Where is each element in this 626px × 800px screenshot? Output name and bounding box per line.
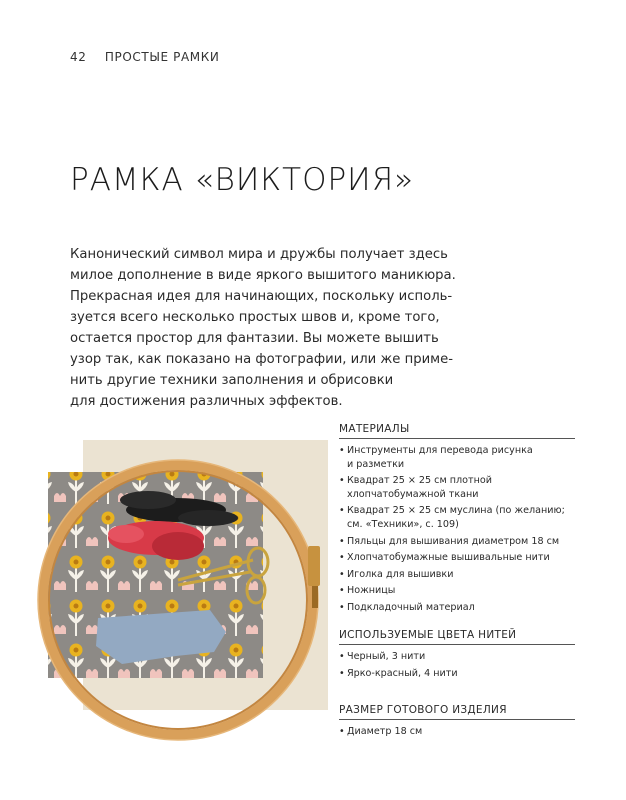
materials-item: • Иголка для вышивки [339,568,575,582]
materials-item: • Хлопчатобумажные вышивальные нити [339,551,575,565]
thread-color-item: • Черный, 3 нити [339,650,575,664]
materials-item: • Подкладочный материал [339,601,575,615]
intro-line: нить другие техники заполнения и обрисовки [70,373,394,388]
intro-line: зуется всего несколько простых швов и, кроме того, [70,310,440,325]
finished-size-heading: РАЗМЕР ГОТОВОГО ИЗДЕЛИЯ [339,704,575,720]
page-number: 42 [70,50,87,64]
thread-colors-heading: ИСПОЛЬЗУЕМЫЕ ЦВЕТА НИТЕЙ [339,629,575,645]
materials-item: • Квадрат 25 × 25 см плотной хлопчатобумажной ткани [339,474,575,501]
page-title: РАМКА «ВИКТОРИЯ» [70,162,415,198]
thread-color-item: • Ярко-красный, 4 нити [339,667,575,681]
materials-section [339,423,575,618]
embroidery-hoop-photo [28,420,328,768]
materials-item: • Ножницы [339,584,575,598]
intro-line: остается простор для фантазии. Вы можете вышить [70,331,439,346]
intro-line: узор так, как показано на фотографии, или же приме- [70,352,453,367]
materials-heading: МАТЕРИАЛЫ [339,423,575,439]
section-title: ПРОСТЫЕ РАМКИ [104,50,220,64]
thread-colors-section [339,629,575,683]
intro-line: для достижения различных эффектов. [70,394,343,409]
intro-line: Канонический символ мира и дружбы получает здесь [70,247,448,262]
intro-paragraph [70,244,470,412]
intro-line: милое дополнение в виде яркого вышитого маникюра. [70,268,456,283]
finished-size-item: • Диаметр 18 см [339,725,575,739]
hoop-screw [308,546,320,586]
page-header [70,50,219,64]
finished-size-section [339,704,575,742]
intro-line: Прекрасная идея для начинающих, поскольку исполь- [70,289,453,304]
materials-item: • Инструменты для перевода рисунка и разметки [339,444,575,471]
materials-item: • Пяльцы для вышивания диаметром 18 см [339,535,575,549]
materials-item: • Квадрат 25 × 25 см муслина (по желанию; см. «Техники», с. 109) [339,504,575,531]
